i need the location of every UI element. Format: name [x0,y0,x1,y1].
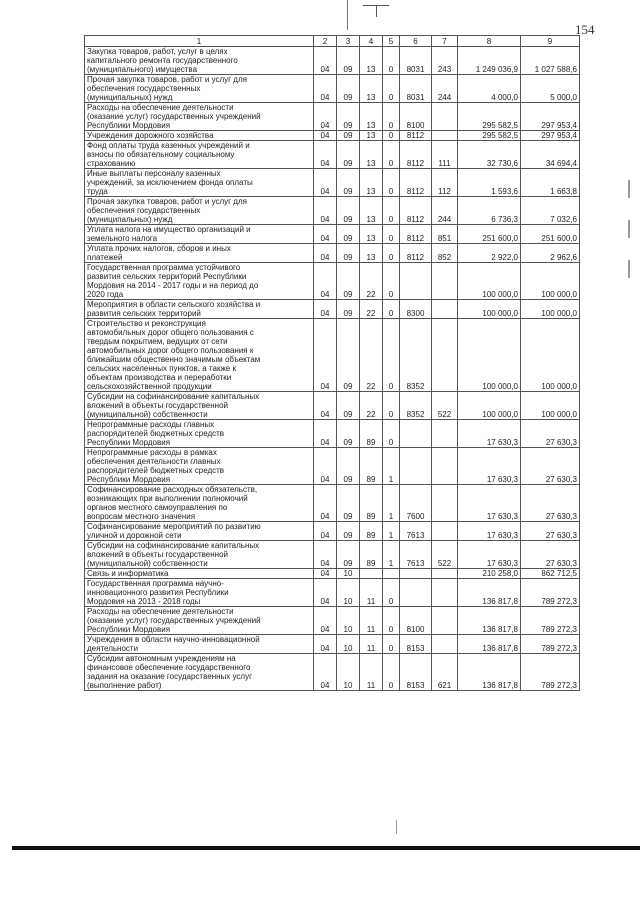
code-section-cell: 04 [314,569,337,579]
row-name-cell: Учреждения в области научно-инновационной деятельности [85,635,314,654]
code-expense-type-cell [432,569,458,579]
amount-year1-cell: 17 630,3 [458,448,521,485]
table-row [85,75,580,103]
amount-year2-cell: 1 027 588,6 [521,47,580,75]
amount-year1-cell: 4 000,0 [458,75,521,103]
binding-marks [343,0,403,30]
code-target-cell: 8112 [400,141,432,169]
amount-year1-cell: 1 249 036,9 [458,47,521,75]
header-col-7: 7 [432,36,458,47]
code-section-cell: 04 [314,225,337,244]
table-row [85,131,580,141]
code-subsection-cell: 10 [337,654,360,691]
code-target-cell: 8100 [400,103,432,131]
row-name-cell: Уплата налога на имущество организаций и земельного налога [85,225,314,244]
code-subsection-cell: 10 [337,579,360,607]
code-subsection-cell: 09 [337,319,360,392]
code-subprogram-cell [383,569,400,579]
header-col-5: 5 [383,36,400,47]
code-target-cell: 8352 [400,392,432,420]
code-subsection-cell: 10 [337,635,360,654]
amount-year1-cell: 295 582,5 [458,131,521,141]
code-target-cell [400,263,432,300]
page-number: 154 [575,22,595,37]
code-subsection-cell: 09 [337,169,360,197]
staple-mark-stem [376,5,377,17]
code-subprogram-cell: 1 [383,448,400,485]
row-name-cell: Расходы на обеспечение деятельности (оказание услуг) государственных учреждений Республики Мордовия [85,607,314,635]
code-program-cell: 11 [360,654,383,691]
code-expense-type-cell [432,485,458,522]
code-program-cell: 11 [360,607,383,635]
code-subsection-cell: 09 [337,392,360,420]
code-target-cell: 7613 [400,522,432,541]
code-expense-type-cell [432,263,458,300]
table-row [85,654,580,691]
code-program-cell: 89 [360,485,383,522]
code-subprogram-cell: 0 [383,392,400,420]
amount-year1-cell: 2 922,0 [458,244,521,263]
code-section-cell: 04 [314,141,337,169]
code-target-cell: 7600 [400,485,432,522]
row-name-cell: Субсидии на софинансирование капитальных вложений в объекты государственной (муниципальной) собственности [85,541,314,569]
table-row [85,300,580,319]
code-subsection-cell: 09 [337,197,360,225]
code-subsection-cell: 09 [337,131,360,141]
table-row [85,169,580,197]
row-name-cell: Закупка товаров, работ, услуг в целях капитального ремонта государственного (муниципального) имущества [85,47,314,75]
code-target-cell: 8352 [400,319,432,392]
header-col-6: 6 [400,36,432,47]
code-subprogram-cell: 0 [383,141,400,169]
code-program-cell: 22 [360,263,383,300]
code-program-cell: 89 [360,448,383,485]
code-section-cell: 04 [314,197,337,225]
amount-year1-cell: 6 736,3 [458,197,521,225]
budget-table-container [84,35,579,691]
code-program-cell: 89 [360,420,383,448]
amount-year1-cell: 17 630,3 [458,485,521,522]
header-col-8: 8 [458,36,521,47]
code-section-cell: 04 [314,485,337,522]
code-subprogram-cell: 0 [383,263,400,300]
amount-year1-cell: 295 582,5 [458,103,521,131]
code-subsection-cell: 09 [337,225,360,244]
code-subprogram-cell: 1 [383,485,400,522]
code-program-cell [360,569,383,579]
row-name-cell: Софинансирование расходных обязательств, возникающих при выполнении полномочий органов местного самоуправления по вопросам местного значения [85,485,314,522]
code-target-cell: 8153 [400,654,432,691]
code-expense-type-cell [432,300,458,319]
row-name-cell: Непрограммные расходы в рамках обеспечения деятельности главных распорядителей бюджетных средств Республики Мордовия [85,448,314,485]
amount-year2-cell: 2 962,6 [521,244,580,263]
code-subsection-cell: 09 [337,541,360,569]
code-program-cell: 13 [360,169,383,197]
amount-year2-cell: 27 630,3 [521,522,580,541]
code-section-cell: 04 [314,635,337,654]
amount-year1-cell: 100 000,0 [458,392,521,420]
code-target-cell: 8031 [400,47,432,75]
amount-year2-cell: 789 272,3 [521,654,580,691]
scan-margin-marks [628,180,630,340]
amount-year2-cell: 789 272,3 [521,579,580,607]
table-row [85,448,580,485]
code-target-cell: 8153 [400,635,432,654]
code-expense-type-cell: 522 [432,392,458,420]
amount-year2-cell: 27 630,3 [521,541,580,569]
table-row [85,635,580,654]
code-section-cell: 04 [314,244,337,263]
row-name-cell: Учреждения дорожного хозяйства [85,131,314,141]
code-section-cell: 04 [314,541,337,569]
code-program-cell: 11 [360,579,383,607]
table-row [85,541,580,569]
row-name-cell: Прочая закупка товаров, работ и услуг для обеспечения государственных (муниципальных) нужд [85,75,314,103]
table-row [85,141,580,169]
code-subprogram-cell: 0 [383,47,400,75]
row-name-cell: Иные выплаты персоналу казенных учреждений, за исключением фонда оплаты труда [85,169,314,197]
code-target-cell: 8100 [400,607,432,635]
amount-year2-cell: 297 953,4 [521,131,580,141]
amount-year2-cell: 100 000,0 [521,392,580,420]
table-row [85,485,580,522]
table-body [85,47,580,691]
amount-year1-cell: 136 817,8 [458,635,521,654]
code-subsection-cell: 10 [337,607,360,635]
amount-year1-cell: 32 730,6 [458,141,521,169]
code-program-cell: 89 [360,522,383,541]
header-col-3: 3 [337,36,360,47]
table-row [85,244,580,263]
row-name-cell: Софинансирование мероприятий по развитию уличной и дорожной сети [85,522,314,541]
code-subsection-cell: 09 [337,141,360,169]
code-subprogram-cell: 0 [383,579,400,607]
code-subprogram-cell: 0 [383,225,400,244]
code-subprogram-cell: 0 [383,635,400,654]
code-subsection-cell: 09 [337,263,360,300]
code-expense-type-cell: 621 [432,654,458,691]
code-program-cell: 13 [360,103,383,131]
code-target-cell: 8112 [400,225,432,244]
code-expense-type-cell: 852 [432,244,458,263]
code-subprogram-cell: 0 [383,103,400,131]
code-section-cell: 04 [314,420,337,448]
code-expense-type-cell [432,319,458,392]
code-subprogram-cell: 0 [383,319,400,392]
code-section-cell: 04 [314,319,337,392]
code-program-cell: 13 [360,197,383,225]
amount-year2-cell: 34 694,4 [521,141,580,169]
code-expense-type-cell: 244 [432,75,458,103]
row-name-cell: Субсидии на софинансирование капитальных вложений в объекты государственной (муниципальной) собственности [85,392,314,420]
code-section-cell: 04 [314,131,337,141]
row-name-cell: Непрограммные расходы главных распорядителей бюджетных средств Республики Мордовия [85,420,314,448]
code-expense-type-cell [432,131,458,141]
code-expense-type-cell: 112 [432,169,458,197]
amount-year2-cell: 27 630,3 [521,485,580,522]
code-expense-type-cell [432,635,458,654]
code-subsection-cell: 09 [337,485,360,522]
header-col-4: 4 [360,36,383,47]
table-row [85,197,580,225]
code-subsection-cell: 09 [337,300,360,319]
row-name-cell: Расходы на обеспечение деятельности (оказание услуг) государственных учреждений Республики Мордовия [85,103,314,131]
code-expense-type-cell: 244 [432,197,458,225]
code-expense-type-cell: 522 [432,541,458,569]
code-section-cell: 04 [314,169,337,197]
amount-year1-cell: 136 817,8 [458,607,521,635]
code-subsection-cell: 09 [337,448,360,485]
amount-year2-cell: 789 272,3 [521,607,580,635]
code-subsection-cell: 09 [337,103,360,131]
code-program-cell: 13 [360,131,383,141]
row-name-cell: Связь и информатика [85,569,314,579]
code-section-cell: 04 [314,654,337,691]
scan-mark [396,820,397,834]
code-subprogram-cell: 0 [383,131,400,141]
amount-year2-cell: 297 953,4 [521,103,580,131]
amount-year1-cell: 136 817,8 [458,579,521,607]
amount-year1-cell: 100 000,0 [458,319,521,392]
code-target-cell: 8031 [400,75,432,103]
code-section-cell: 04 [314,300,337,319]
code-section-cell: 04 [314,75,337,103]
code-section-cell: 04 [314,47,337,75]
row-name-cell: Субсидии автономным учреждениям на финансовое обеспечение государственного задания на оказание государственных услуг (выполнение работ) [85,654,314,691]
code-program-cell: 13 [360,244,383,263]
amount-year2-cell: 862 712,5 [521,569,580,579]
amount-year2-cell: 251 600,0 [521,225,580,244]
code-program-cell: 22 [360,392,383,420]
code-target-cell: 8300 [400,300,432,319]
row-name-cell: Мероприятия в области сельского хозяйства и развития сельских территорий [85,300,314,319]
code-subprogram-cell: 0 [383,607,400,635]
code-subsection-cell: 09 [337,244,360,263]
header-col-2: 2 [314,36,337,47]
table-row [85,392,580,420]
code-target-cell [400,448,432,485]
amount-year2-cell: 5 000,0 [521,75,580,103]
code-target-cell: 8112 [400,169,432,197]
code-expense-type-cell: 851 [432,225,458,244]
code-target-cell [400,579,432,607]
table-row [85,47,580,75]
code-expense-type-cell [432,448,458,485]
code-section-cell: 04 [314,103,337,131]
row-name-cell: Фонд оплаты труда казенных учреждений и взносы по обязательному социальному страхованию [85,141,314,169]
code-expense-type-cell [432,607,458,635]
code-target-cell [400,420,432,448]
amount-year2-cell: 100 000,0 [521,319,580,392]
code-target-cell [400,569,432,579]
budget-table [84,35,580,691]
code-subprogram-cell: 0 [383,75,400,103]
code-target-cell: 8112 [400,197,432,225]
code-program-cell: 13 [360,47,383,75]
row-name-cell: Государственная программа устойчивого развития сельских территорий Республики Мордовия на 2014 - 2017 годы и на период до 2020 года [85,263,314,300]
amount-year2-cell: 27 630,3 [521,448,580,485]
table-header-row [85,36,580,47]
row-name-cell: Государственная программа научно- инновационного развития Республики Мордовия на 2013 - 2018 годы [85,579,314,607]
bottom-rule [12,846,640,850]
code-subprogram-cell: 0 [383,420,400,448]
amount-year1-cell: 17 630,3 [458,541,521,569]
binding-line [347,0,348,30]
amount-year2-cell: 100 000,0 [521,263,580,300]
code-expense-type-cell: 111 [432,141,458,169]
table-row [85,263,580,300]
amount-year1-cell: 1 593,6 [458,169,521,197]
code-subsection-cell: 09 [337,420,360,448]
table-row [85,420,580,448]
table-row [85,319,580,392]
code-section-cell: 04 [314,263,337,300]
amount-year2-cell: 1 663,8 [521,169,580,197]
code-target-cell: 7613 [400,541,432,569]
code-section-cell: 04 [314,392,337,420]
code-target-cell: 8112 [400,244,432,263]
table-row [85,607,580,635]
code-program-cell: 13 [360,75,383,103]
code-program-cell: 22 [360,319,383,392]
code-expense-type-cell: 243 [432,47,458,75]
amount-year1-cell: 251 600,0 [458,225,521,244]
code-subprogram-cell: 1 [383,541,400,569]
table-row [85,522,580,541]
code-expense-type-cell [432,522,458,541]
code-program-cell: 13 [360,141,383,169]
amount-year1-cell: 17 630,3 [458,420,521,448]
code-expense-type-cell [432,420,458,448]
code-section-cell: 04 [314,579,337,607]
code-section-cell: 04 [314,448,337,485]
code-subprogram-cell: 0 [383,244,400,263]
amount-year2-cell: 100 000,0 [521,300,580,319]
code-program-cell: 89 [360,541,383,569]
row-name-cell: Строительство и реконструкция автомобильных дорог общего пользования с твердым покрытием, ведущих от сети автомобильных дорог общего пользования к ближайшим общественно значимым объектам сельских населенных пунктов, а также к объектам производства и переработки сельскохозяйственной продукции [85,319,314,392]
code-program-cell: 11 [360,635,383,654]
header-col-1: 1 [85,36,314,47]
code-section-cell: 04 [314,607,337,635]
code-subprogram-cell: 1 [383,522,400,541]
amount-year1-cell: 17 630,3 [458,522,521,541]
table-row [85,103,580,131]
table-row [85,569,580,579]
code-subprogram-cell: 0 [383,197,400,225]
code-program-cell: 22 [360,300,383,319]
code-subprogram-cell: 0 [383,300,400,319]
amount-year1-cell: 136 817,8 [458,654,521,691]
amount-year1-cell: 210 258,0 [458,569,521,579]
code-subsection-cell: 09 [337,75,360,103]
row-name-cell: Прочая закупка товаров, работ и услуг для обеспечения государственных (муниципальных) нужд [85,197,314,225]
code-subsection-cell: 09 [337,522,360,541]
code-expense-type-cell [432,579,458,607]
amount-year1-cell: 100 000,0 [458,263,521,300]
code-subsection-cell: 10 [337,569,360,579]
table-row [85,579,580,607]
amount-year2-cell: 27 630,3 [521,420,580,448]
code-subprogram-cell: 0 [383,654,400,691]
code-subsection-cell: 09 [337,47,360,75]
code-subprogram-cell: 0 [383,169,400,197]
code-section-cell: 04 [314,522,337,541]
amount-year2-cell: 789 272,3 [521,635,580,654]
row-name-cell: Уплата прочих налогов, сборов и иных платежей [85,244,314,263]
code-target-cell: 8112 [400,131,432,141]
code-expense-type-cell [432,103,458,131]
table-row [85,225,580,244]
code-program-cell: 13 [360,225,383,244]
amount-year2-cell: 7 032,6 [521,197,580,225]
amount-year1-cell: 100 000,0 [458,300,521,319]
header-col-9: 9 [521,36,580,47]
